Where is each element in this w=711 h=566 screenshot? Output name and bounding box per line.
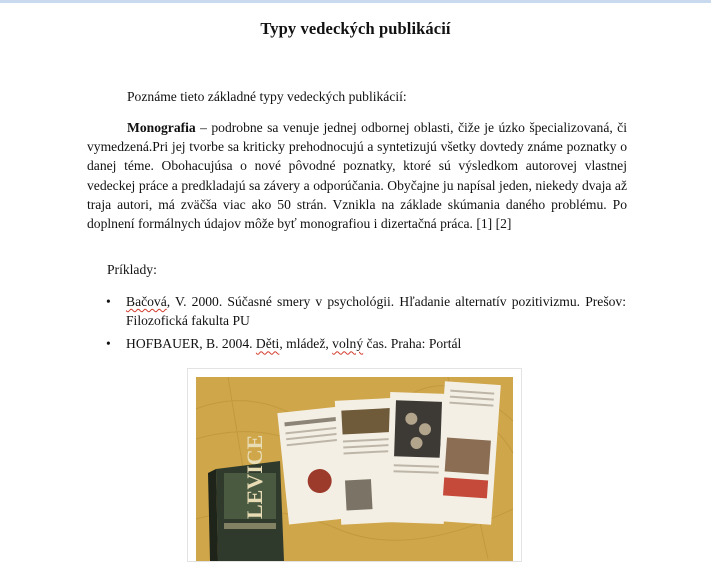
- monograph-description: – podrobne sa venuje jednej odbornej oblasti, čiže je úzko špecializovaná, či vymedzená.Pri jej tvorbe sa kriticky prehodnocujú a syntetizujú všetky dovtedy známe poznatky o danej téme. Obohacujúsa o nové pôvodné poznatky, ktoré sú výsledkom autorovej vlastnej vedeckej práce a predkladajú sa závery a odporúčania. Obyčajne ju napísal jeden, niekedy dvaja až traja autori, má zväčša viac ako 50 strán. Vznikla na základe skúmania daného problému. Po doplnení formálnych údajov môže byť monografiou i dizertačná práca. [1] [2]: [87, 120, 627, 232]
- examples-label: Príklady:: [107, 262, 157, 277]
- monograph-figure[interactable]: [188, 369, 521, 561]
- bullet: •: [106, 336, 111, 352]
- spellcheck-word: Bačová: [126, 294, 167, 309]
- monograph-illustration: [188, 369, 521, 561]
- reference-text: , mládež,: [279, 336, 333, 352]
- reference-list: [103, 292, 626, 358]
- reference-text: , V. 2000. Súčasné smery v psychológii. Hľadanie alternatív pozitivizmu. Prešov: Filozofická fakulta PU: [126, 294, 626, 329]
- intro-paragraph: Poznáme tieto základné typy vedeckých publikácií:: [127, 89, 407, 104]
- reference-item: [103, 292, 626, 330]
- reference-item: [103, 334, 626, 353]
- spellcheck-word: Děti: [255, 336, 280, 352]
- monograph-paragraph: [87, 118, 627, 233]
- document-title: Typy vedeckých publikácií: [260, 19, 451, 38]
- monograph-term: Monografia: [127, 120, 196, 135]
- book-title-text: LEVICE: [242, 434, 267, 519]
- spread-page: [435, 381, 501, 525]
- bullet: •: [106, 294, 111, 309]
- reference-text: HOFBAUER, B. 2004.: [126, 336, 256, 352]
- spellcheck-word: volný: [332, 336, 364, 352]
- reference-text: čas. Praha: Portál: [363, 336, 462, 352]
